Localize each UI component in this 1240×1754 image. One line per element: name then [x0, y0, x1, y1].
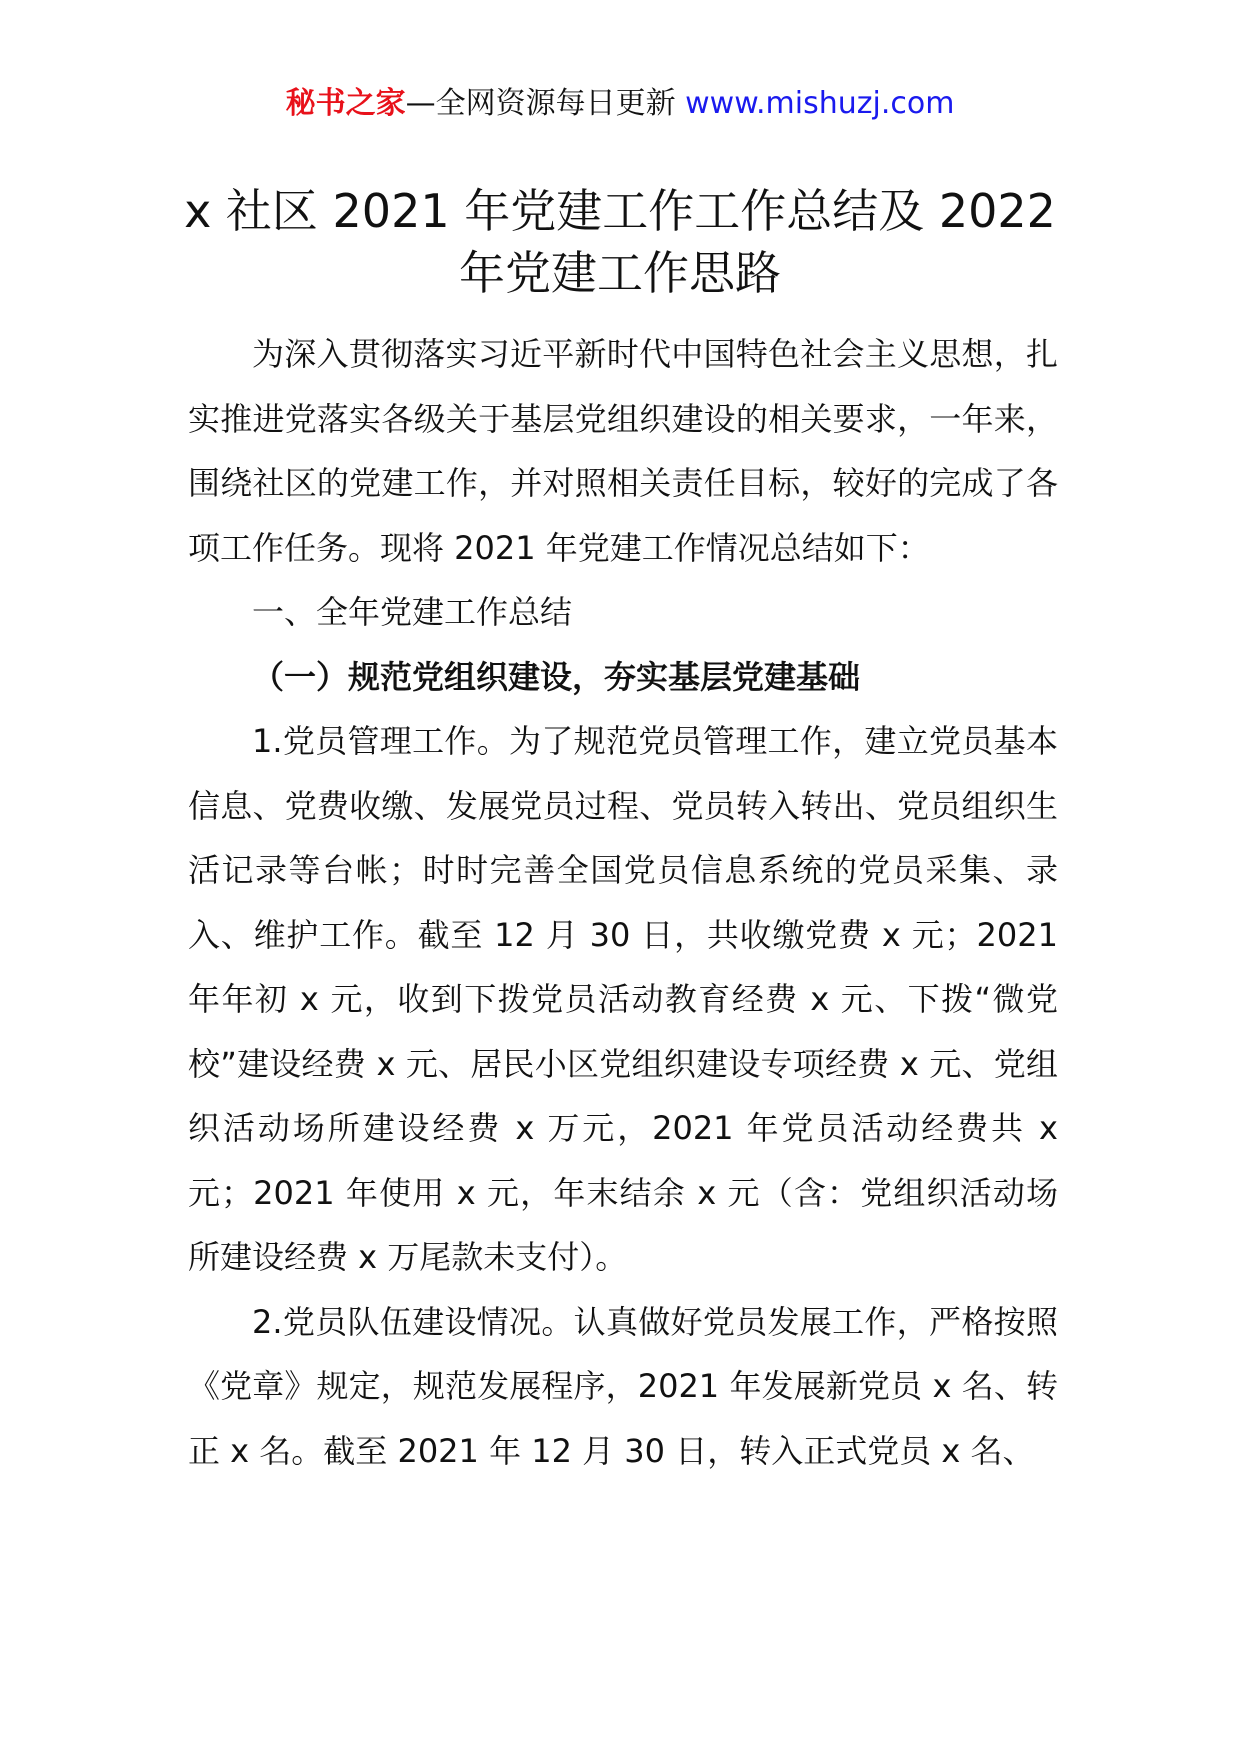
brand-name: 秘书之家	[285, 86, 406, 121]
party-team-building-paragraph: 2.党员队伍建设情况。认真做好党员发展工作，严格按照《党章》规定，规范发展程序，2021 年发展新党员 x 名、转正 x 名。截至 2021 年 12 月 30 日，转入正式党员 x 名、	[188, 1302, 1058, 1470]
document-title	[150, 180, 1090, 304]
site-url-link[interactable]: www.mishuzj.com	[685, 86, 955, 121]
document-body	[188, 322, 1058, 1483]
site-header	[0, 84, 1240, 124]
document-title-line-1: x 社区 2021 年党建工作工作总结及 2022	[184, 184, 1056, 238]
party-member-management-paragraph: 1.党员管理工作。为了规范党员管理工作，建立党员基本信息、党费收缴、发展党员过程、党员转入转出、党员组织生活记录等台帐；时时完善全国党员信息系统的党员采集、录入、维护工作。截至 12 月 30 日，共收缴党费 x 元；2021 年年初 x 元，收到下拨党员活动教育经费 x 元、下拨“微党校”建设经费 x 元、居民小区党组织建设专项经费 x 元、党组织活动场所建设经费 x 万元，2021 年党员活动经费共 x 元；2021 年使用 x 元，年末结余 x 元（含：党组织活动场所建设经费 x 万尾款未支付）。	[188, 722, 1058, 1276]
section-heading-1: 一、全年党建工作总结	[252, 593, 573, 631]
header-tagline: —全网资源每日更新	[405, 86, 676, 121]
subsection-heading-1: （一）规范党组织建设，夯实基层党建基础	[252, 657, 861, 696]
intro-paragraph: 为深入贯彻落实习近平新时代中国特色社会主义思想，扎实推进党落实各级关于基层党组织建设的相关要求，一年来，围绕社区的党建工作，并对照相关责任目标，较好的完成了各项工作任务。现将 2021 年党建工作情况总结如下：	[188, 335, 1058, 567]
document-title-line-2: 年党建工作思路	[459, 246, 781, 300]
